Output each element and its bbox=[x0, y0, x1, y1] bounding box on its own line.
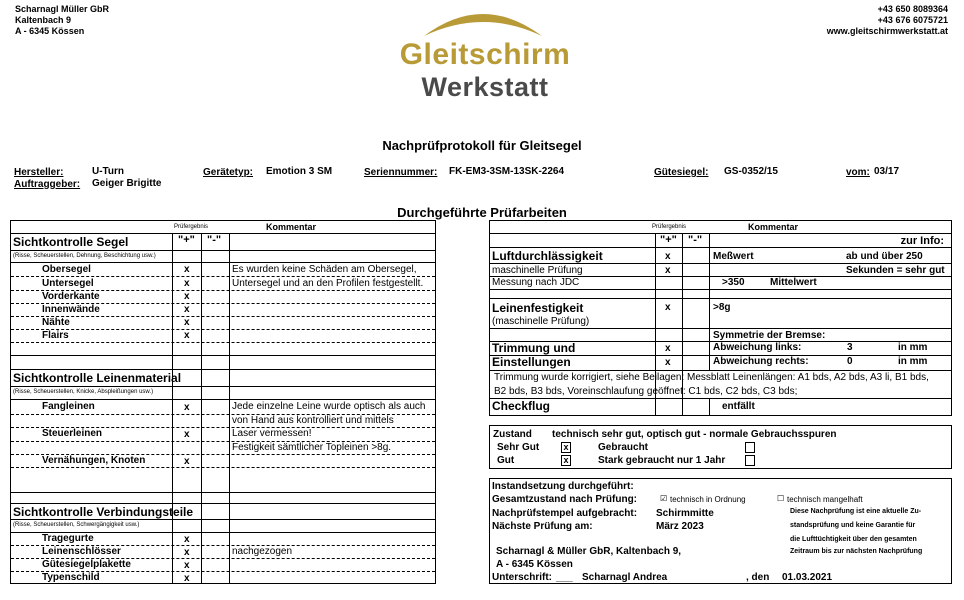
geraetetyp-value: Emotion 3 SM bbox=[266, 166, 333, 177]
check-comment: Festigkeit sämtlicher Topleinen >8g. bbox=[232, 442, 392, 453]
right-pruefergebnis-header: Prüfergebnis bbox=[652, 224, 687, 230]
check-mark: x bbox=[184, 429, 190, 440]
check-mark: x bbox=[665, 265, 671, 276]
verbindung-section-title: Sichtkontrolle Verbindungsteile bbox=[13, 505, 194, 519]
seriennummer-label: Seriennummer: bbox=[364, 167, 438, 178]
trimm-note-1: Trimmung wurde korrigiert, siehe Beilagen: Messblatt Leinenlängen: A1 bds, A2 bds, A3 li, B1 bds, bbox=[494, 372, 929, 383]
check-mark: x bbox=[184, 291, 190, 302]
check-mark: x bbox=[184, 534, 190, 545]
abweichung-rechts-unit: in mm bbox=[898, 356, 928, 367]
vom-label: vom: bbox=[846, 167, 870, 178]
luft-value: >350 bbox=[722, 277, 745, 288]
left-minus-header: "-" bbox=[207, 234, 222, 246]
sehr-gut-label: Sehr Gut bbox=[497, 442, 540, 453]
luft-sub-1: maschinelle Prüfung bbox=[492, 265, 583, 276]
right-kommentar-header: Kommentar bbox=[748, 222, 799, 232]
gut-label: Gut bbox=[497, 455, 515, 466]
abweichung-links-label: Abweichung links: bbox=[713, 342, 802, 353]
check-mark: x bbox=[184, 330, 190, 341]
check-mark: x bbox=[665, 251, 671, 262]
company-city: A - 6345 Kössen bbox=[15, 26, 85, 36]
stark-gebraucht-checkbox[interactable] bbox=[745, 455, 755, 466]
bad-option-label: technisch mangelhaft bbox=[787, 495, 863, 504]
segel-section-title: Sichtkontrolle Segel bbox=[13, 235, 129, 249]
check-mark: x bbox=[665, 357, 671, 368]
leinen-section-subtitle: (Risse, Scheuerstellen, Knicke, Abspleißungen usw.) bbox=[13, 389, 154, 395]
info-line-2: Sekunden = sehr gut bbox=[846, 265, 945, 276]
disclaimer-line-4: Zeitraum bis zur nächsten Nachprüfung bbox=[790, 548, 923, 555]
vom-value: 03/17 bbox=[874, 166, 900, 177]
festigkeit-sub: (maschinelle Prüfung) bbox=[492, 316, 590, 327]
disclaimer-line-2: standsprüfung und keine Garantie für bbox=[790, 522, 916, 529]
gesamtzustand-label: Gesamtzustand nach Prüfung: bbox=[492, 494, 638, 505]
check-mark: x bbox=[184, 560, 190, 571]
check-mark: x bbox=[184, 317, 190, 328]
check-comment: nachgezogen bbox=[232, 546, 293, 557]
signer-company-line-1: Scharnagl & Müller GbR, Kaltenbach 9, bbox=[496, 546, 682, 557]
auftraggeber-value: Geiger Brigitte bbox=[92, 178, 162, 189]
left-kommentar-header: Kommentar bbox=[266, 222, 317, 232]
check-row-naehte: Nähte bbox=[42, 317, 70, 328]
logo-word-gleitschirm: Gleitschirm bbox=[399, 38, 571, 71]
logo-arc bbox=[418, 4, 548, 38]
auftraggeber-label: Auftraggeber: bbox=[14, 179, 81, 190]
zustand-description: technisch sehr gut, optisch gut - normale Gebrauchsspuren bbox=[552, 429, 837, 440]
stempel-label: Nachprüfstempel aufgebracht: bbox=[492, 508, 638, 519]
den-label: , den bbox=[746, 572, 770, 583]
check-row-innenwaende: Innenwände bbox=[42, 304, 100, 315]
stark-gebraucht-label: Stark gebraucht nur 1 Jahr bbox=[598, 455, 726, 466]
document-title: Nachprüfprotokoll für Gleitsegel bbox=[382, 138, 582, 153]
check-row-typenschild: Typenschild bbox=[42, 572, 100, 583]
check-row-steuerleinen: Steuerleinen bbox=[42, 428, 103, 439]
check-comment: von Hand aus kontrolliert und mittels bbox=[232, 415, 394, 426]
disclaimer-line-1: Diese Nachprüfung ist eine aktuelle Zu- bbox=[790, 508, 922, 515]
unterschrift-label: Unterschrift: bbox=[492, 572, 553, 583]
company-name: Scharnagl Müller GbR bbox=[15, 4, 110, 14]
check-comment: Untersegel und an den Profilen festgestellt. bbox=[232, 278, 424, 289]
check-mark: x bbox=[665, 343, 671, 354]
check-mark: x bbox=[184, 456, 190, 467]
signer-company-line-2: A - 6345 Kössen bbox=[496, 559, 573, 570]
mittelwert-label: Mittelwert bbox=[770, 277, 817, 288]
check-row-leinenschloesser: Leinenschlösser bbox=[42, 546, 121, 557]
check-mark: x bbox=[184, 402, 190, 413]
info-line-1: ab und über 250 bbox=[846, 251, 923, 262]
festigkeit-title: Leinenfestigkeit bbox=[492, 301, 584, 315]
website: www.gleitschirmwerkstatt.at bbox=[826, 26, 948, 36]
check-mark: x bbox=[184, 547, 190, 558]
naechste-pruefung-label: Nächste Prüfung am: bbox=[492, 521, 593, 532]
trimm-title-1: Trimmung und bbox=[492, 341, 576, 355]
check-row-flairs: Flairs bbox=[42, 330, 69, 341]
unchecked-box-icon[interactable]: ☐ bbox=[777, 494, 785, 503]
abweichung-links-unit: in mm bbox=[898, 342, 928, 353]
check-mark: x bbox=[184, 264, 190, 275]
company-street: Kaltenbach 9 bbox=[15, 15, 72, 25]
unterschrift-name: Scharnagl Andrea bbox=[582, 572, 668, 583]
geraetetyp-label: Gerätetyp: bbox=[203, 167, 254, 178]
check-comment: Es wurden keine Schäden am Obersegel, bbox=[232, 264, 417, 275]
gebraucht-label: Gebraucht bbox=[598, 442, 649, 453]
phone-2: +43 676 6075721 bbox=[877, 15, 948, 25]
gebraucht-checkbox[interactable] bbox=[745, 442, 755, 453]
hersteller-label: Hersteller: bbox=[14, 167, 64, 178]
guetesiegel-value: GS-0352/15 bbox=[724, 166, 778, 177]
logo-word-werkstatt: Werkstatt bbox=[421, 72, 549, 102]
check-mark: x bbox=[184, 573, 190, 584]
signature-date: 01.03.2021 bbox=[782, 572, 833, 583]
right-minus-header: "-" bbox=[688, 234, 703, 246]
check-row-fangleinen: Fangleinen bbox=[42, 401, 95, 412]
checkflug-value: entfällt bbox=[722, 401, 755, 412]
checked-box-icon[interactable]: ☑ bbox=[660, 494, 668, 503]
ok-option-label: technisch in Ordnung bbox=[670, 495, 746, 504]
phone-1: +43 650 8089364 bbox=[877, 4, 948, 14]
seriennummer-value: FK-EM3-3SM-13SK-2264 bbox=[449, 166, 565, 177]
abweichung-links-value: 3 bbox=[847, 342, 853, 353]
luft-title: Luftdurchlässigkeit bbox=[492, 249, 603, 263]
abweichung-rechts-value: 0 bbox=[847, 356, 853, 367]
stempel-value: Schirmmitte bbox=[656, 508, 714, 519]
check-mark: x bbox=[184, 304, 190, 315]
check-mark: x bbox=[184, 278, 190, 289]
hersteller-value: U-Turn bbox=[92, 166, 125, 177]
check-row-untersegel: Untersegel bbox=[42, 278, 94, 289]
section-title: Durchgeführte Prüfarbeiten bbox=[397, 205, 567, 220]
check-mark: x bbox=[665, 302, 671, 313]
checkflug-title: Checkflug bbox=[492, 399, 551, 413]
verbindung-section-subtitle: (Risse, Scheuerstellen, Schwergängigkeit usw.) bbox=[13, 522, 140, 528]
guetesiegel-label: Gütesiegel: bbox=[654, 167, 709, 178]
festigkeit-value: >8g bbox=[713, 302, 731, 313]
check-comment: Laser vermessen! bbox=[232, 428, 312, 439]
gut-checkbox[interactable]: x bbox=[561, 455, 571, 466]
disclaimer-line-3: die Lufttüchtigkeit über den gesamten bbox=[790, 536, 917, 543]
check-row-vorderkante: Vorderkante bbox=[42, 291, 100, 302]
zustand-label: Zustand bbox=[493, 429, 532, 440]
sehr-gut-checkbox[interactable]: x bbox=[561, 442, 571, 453]
left-pruefergebnis-header: Prüfergebnis bbox=[174, 224, 209, 230]
right-plus-header: "+" bbox=[660, 234, 677, 246]
trimm-title-2: Einstellungen bbox=[492, 355, 571, 369]
unterschrift-line: ___ bbox=[556, 572, 573, 583]
check-row-obersegel: Obersegel bbox=[42, 264, 91, 275]
info-header: zur Info: bbox=[900, 235, 944, 247]
abweichung-rechts-label: Abweichung rechts: bbox=[713, 356, 809, 367]
leinen-section-title: Sichtkontrolle Leinenmaterial bbox=[13, 371, 182, 385]
messwert-label: Meßwert bbox=[713, 251, 754, 262]
luft-sub-2: Messung nach JDC bbox=[492, 277, 580, 288]
left-plus-header: "+" bbox=[178, 234, 195, 246]
check-row-guetesiegelplakette: Gütesiegelplakette bbox=[42, 559, 131, 570]
segel-section-subtitle: (Risse, Scheuerstellen, Dehnung, Beschichtung usw.) bbox=[13, 253, 156, 259]
check-comment: Jede einzelne Leine wurde optisch als auch bbox=[232, 401, 426, 412]
naechste-pruefung-value: März 2023 bbox=[656, 521, 704, 532]
check-row-vernaehungen: Vernähungen, Knoten bbox=[42, 455, 146, 466]
trimm-note-2: B2 bds, B3 bds, Voreinschlaufung geöffnet: C1 bds, C2 bds, C3 bds; bbox=[494, 386, 798, 397]
instandsetzung-label: Instandsetzung durchgeführt: bbox=[492, 481, 634, 492]
check-row-tragegurte: Tragegurte bbox=[42, 533, 94, 544]
symmetrie-label: Symmetrie der Bremse: bbox=[713, 330, 826, 341]
